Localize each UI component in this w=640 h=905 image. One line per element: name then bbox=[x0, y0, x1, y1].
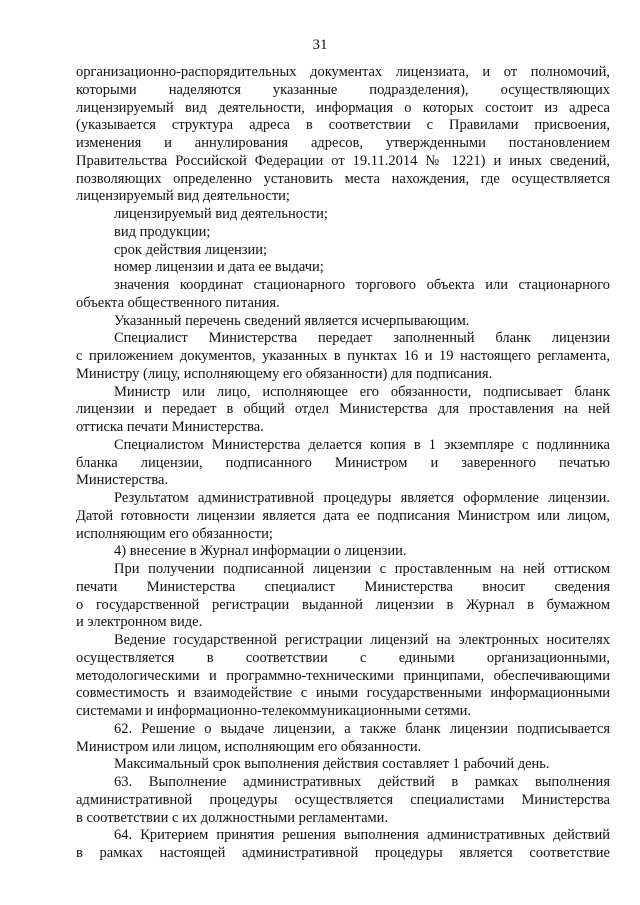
text-line: 63. Выполнение административных действий в рамках выполнения bbox=[114, 774, 610, 790]
text-line: с приложением документов, указанных в пунктах 16 и 19 настоящего регламента, bbox=[76, 348, 610, 364]
document-body bbox=[76, 64, 610, 863]
text-line: Датой готовности лицензии является дата ее подписания Министром или лицом, bbox=[76, 507, 610, 524]
text-line: 62. Решение о выдаче лицензии, а также бланк лицензии подписывается bbox=[114, 720, 610, 737]
text-line: Указанный перечень сведений является исчерпывающим. bbox=[114, 312, 470, 329]
text-line: о государственной регистрации выданной лицензии в Журнал в бумажном bbox=[76, 596, 610, 613]
text-line: лицензируемый вид деятельности; bbox=[76, 188, 290, 205]
text-line: исполняющим его обязанности; bbox=[76, 525, 273, 542]
text-line: осуществляется в соответствии с едиными организационными, bbox=[76, 649, 610, 666]
text-line: срок действия лицензии; bbox=[114, 241, 268, 258]
text-line: (указывается структура адреса в соответствии с Правилами присвоения, bbox=[76, 117, 610, 134]
text-line: Специалист Министерства передает заполненный бланк лицензии bbox=[114, 330, 610, 347]
page-number: 31 bbox=[312, 37, 328, 53]
text-line: лицензии и передает в общий отдел Министерства для проставления на ней bbox=[76, 401, 610, 418]
text-line: и электронном виде. bbox=[76, 614, 203, 631]
text-line: Ведение государственной регистрации лицензий на электронных носителях bbox=[114, 632, 610, 648]
text-line: значения координат стационарного торгового объекта или стационарного bbox=[114, 277, 610, 293]
text-line: вид продукции; bbox=[114, 223, 211, 240]
text-line: Министерства. bbox=[76, 472, 169, 489]
text-line: изменения и аннулирования адресов, утвержденными постановлением bbox=[76, 135, 610, 151]
text-line: бланка лицензии, подписанного Министром и заверенного печатью bbox=[76, 454, 610, 471]
text-line: позволяющих определенно установить места нахождения, где осуществляется bbox=[76, 170, 610, 187]
text-line: Правительства Российской Федерации от 19.11.2014 № 1221) и иных сведений, bbox=[76, 152, 610, 169]
text-line: в рамках настоящей административной процедуры является соответствие bbox=[76, 845, 610, 861]
text-line: 64. Критерием принятия решения выполнения административных действий bbox=[114, 827, 610, 844]
text-line: объекта общественного питания. bbox=[76, 294, 280, 311]
text-line: лицензируемый вид деятельности; bbox=[114, 206, 328, 222]
text-line: совместимость и взаимодействие с иными государственными информационными bbox=[76, 685, 610, 702]
text-line: Результатом административной процедуры является оформление лицензии. bbox=[114, 490, 610, 506]
text-line: 4) внесение в Журнал информации о лицензии. bbox=[114, 543, 407, 560]
text-line: лицензируемый вид деятельности, информация о которых состоит из адреса bbox=[76, 99, 610, 116]
text-line: Министру (лицу, исполняющему его обязанности) для подписания. bbox=[76, 365, 493, 382]
text-line: Министр или лицо, исполняющее его обязанности, подписывает бланк bbox=[114, 383, 610, 400]
text-line: номер лицензии и дата ее выдачи; bbox=[114, 259, 324, 276]
text-line: При получении подписанной лицензии с проставленным на ней оттиском bbox=[114, 561, 610, 577]
text-line: оттиска печати Министерства. bbox=[76, 419, 264, 435]
text-line: Министром или лицом, исполняющим его обязанности. bbox=[76, 738, 422, 755]
text-line: организационно-распорядительных документах лицензиата, и от полномочий, bbox=[76, 64, 610, 80]
text-line: в соответствии с их должностными регламентами. bbox=[76, 809, 389, 826]
text-line: Максимальный срок выполнения действия составляет 1 рабочий день. bbox=[114, 756, 550, 773]
text-line: печати Министерства специалист Министерства вносит сведения bbox=[76, 578, 610, 595]
text-line: системами и информационно-телекоммуникационными сетями. bbox=[76, 703, 472, 719]
text-line: которыми наделяются указанные подразделения), осуществляющих bbox=[76, 81, 610, 98]
text-line: Специалистом Министерства делается копия в 1 экземпляре с подлинника bbox=[114, 436, 610, 453]
text-line: административной процедуры осуществляется специалистами Министерства bbox=[76, 791, 610, 808]
text-line: методологическими и программно-техническими принципами, обеспечивающими bbox=[76, 667, 610, 684]
